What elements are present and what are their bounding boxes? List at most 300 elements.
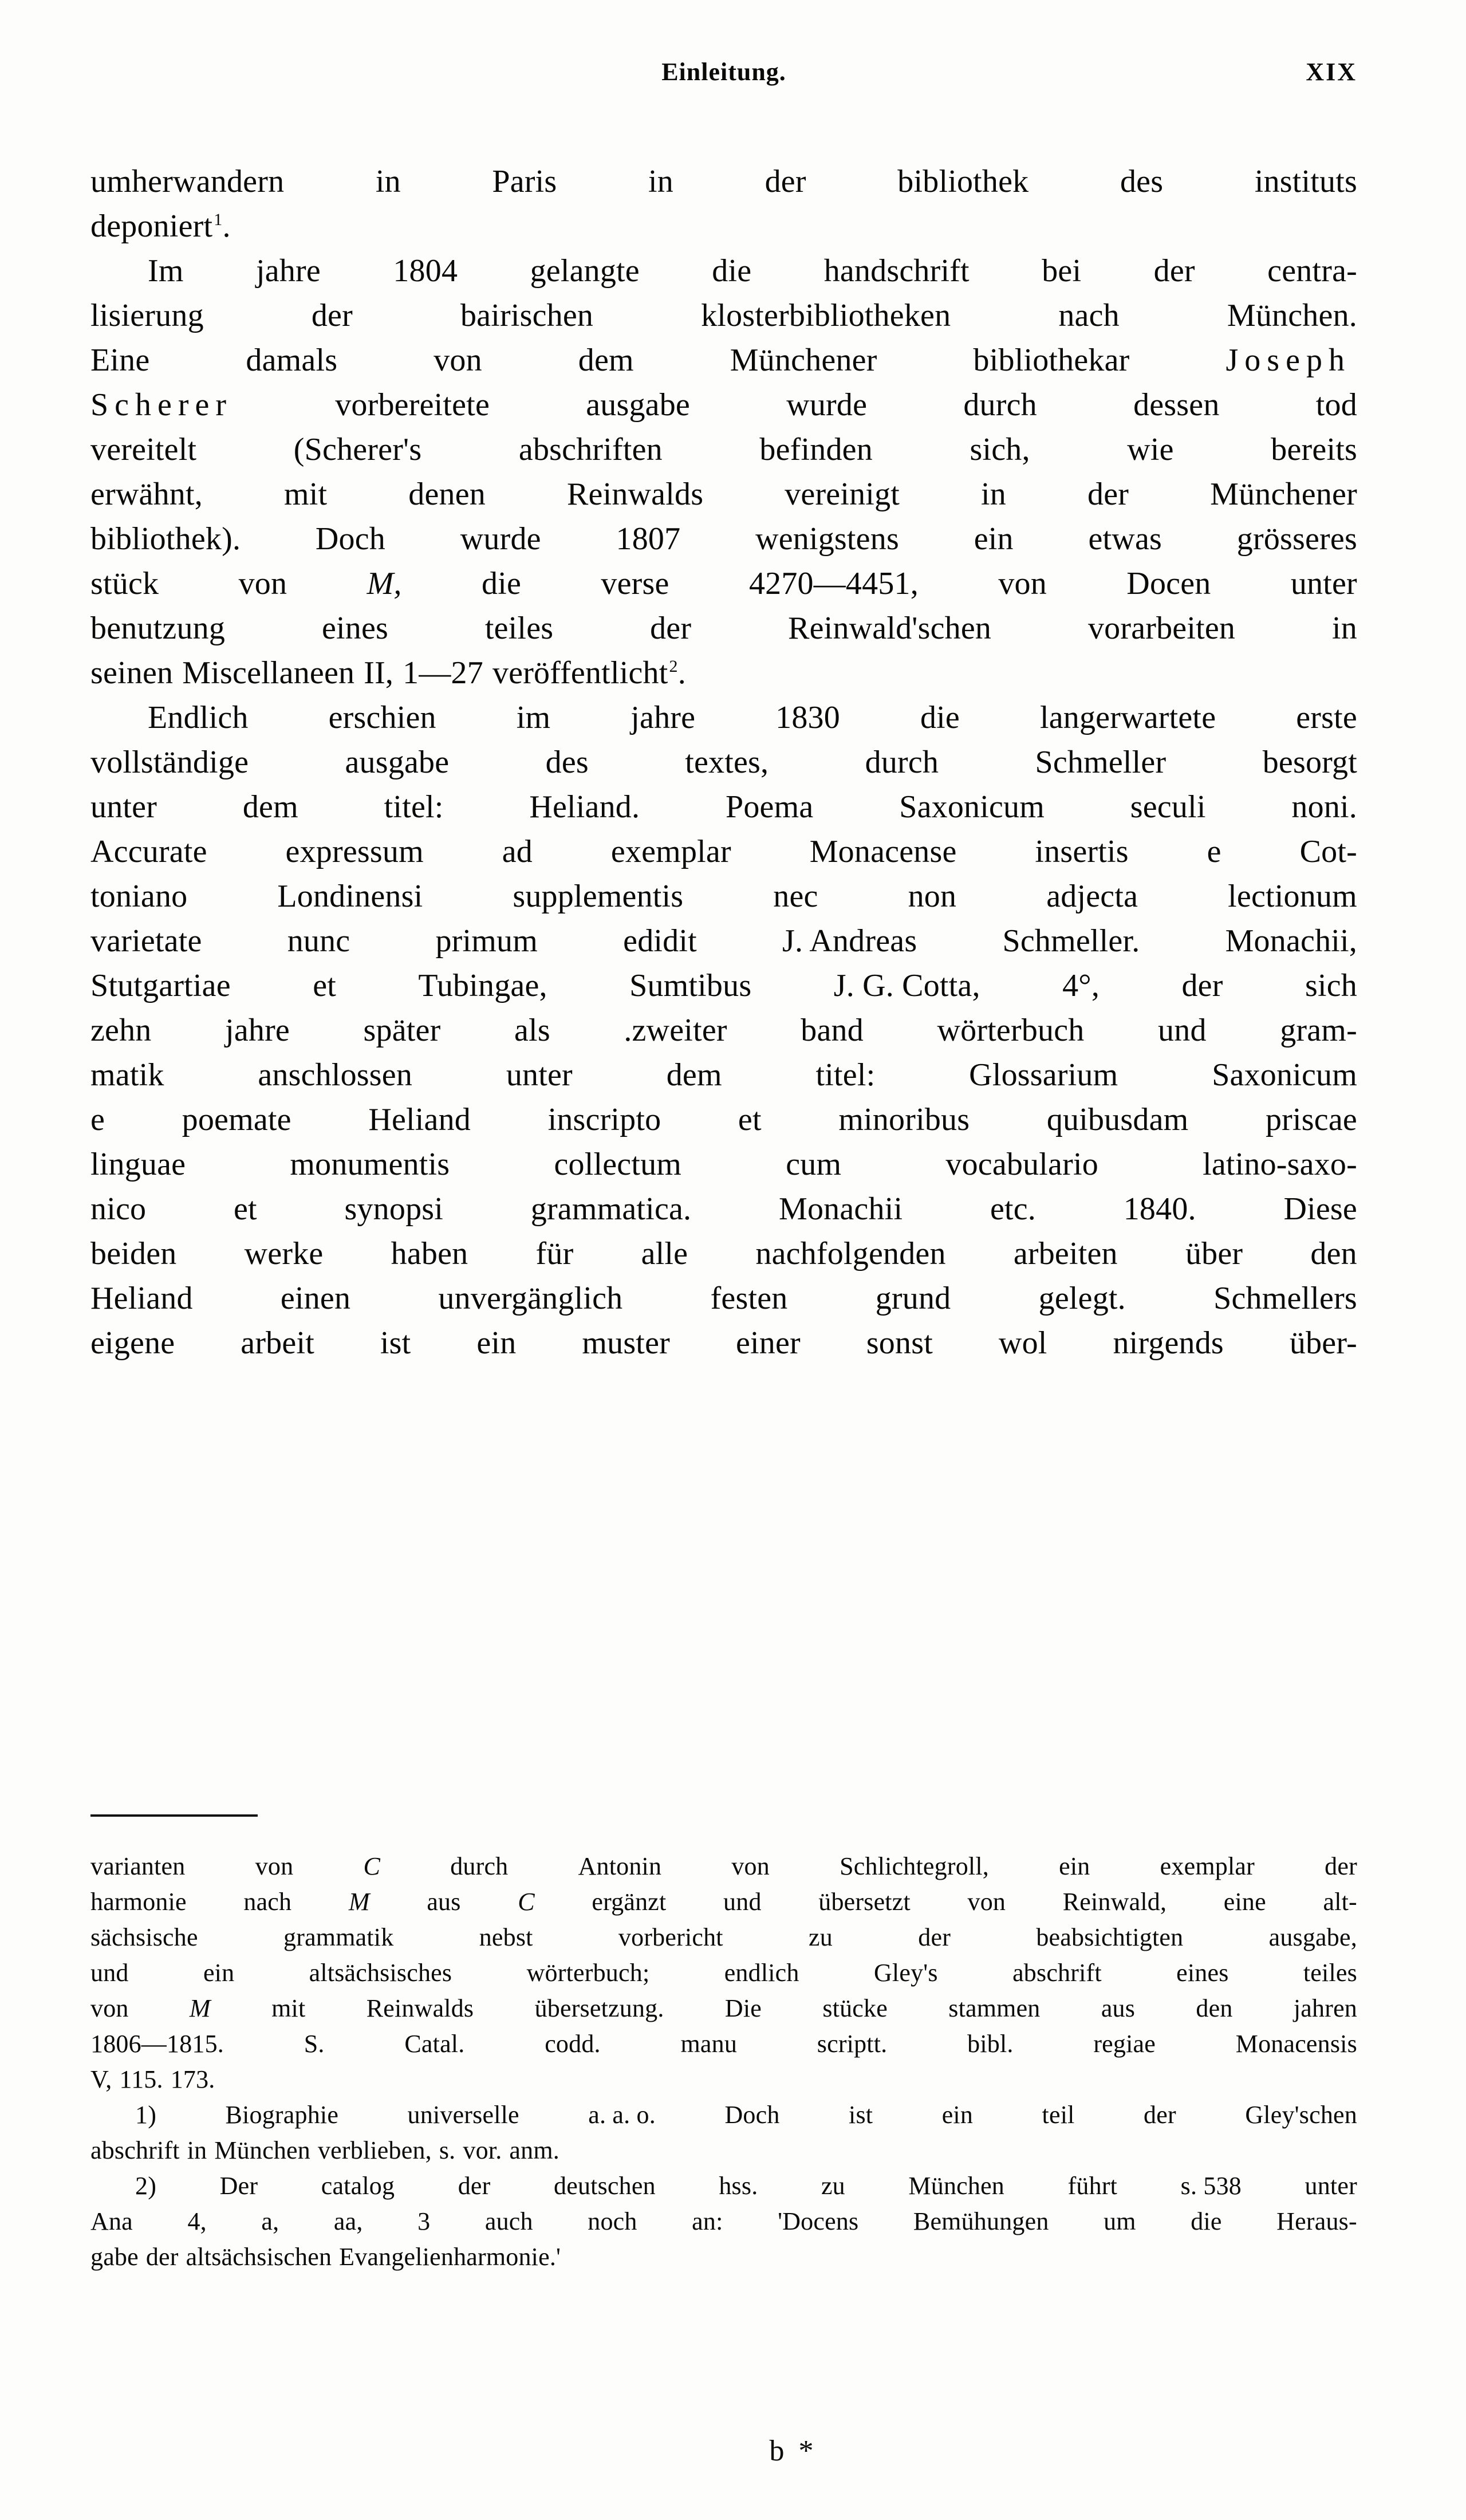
word: bereits: [1271, 432, 1357, 467]
word: latino-saxo-: [1203, 1147, 1357, 1182]
word: Reinwalds: [366, 1994, 474, 2022]
word: S.: [304, 2030, 325, 2058]
word: exemplar: [1160, 1852, 1255, 1880]
word: edidit: [623, 923, 697, 959]
word: Reinwald,: [1062, 1888, 1167, 1916]
footnote-reference[interactable]: 1: [214, 210, 223, 230]
word: unter: [1305, 2172, 1357, 2200]
word: und: [90, 1959, 129, 1987]
word: vocabulario: [945, 1147, 1098, 1182]
word: wie: [1127, 432, 1174, 467]
word: M: [189, 1994, 211, 2022]
word: Saxonicum: [899, 789, 1045, 825]
text-line: [90, 874, 1357, 919]
word: wörterbuch: [937, 1013, 1085, 1048]
word: in: [187, 2136, 207, 2164]
text-line: [90, 427, 1357, 472]
word: ein: [1059, 1852, 1090, 1880]
text-line: [90, 919, 1357, 963]
word: nachfolgenden: [755, 1236, 946, 1271]
text-line: [90, 1097, 1357, 1142]
word: von: [967, 1888, 1006, 1916]
word: s. 538: [1180, 2172, 1242, 2200]
word: anm.: [509, 2136, 559, 2164]
text-line: [90, 561, 1357, 606]
word: von: [731, 1852, 770, 1880]
word: V,: [90, 2065, 112, 2093]
word: veröffentlicht$^2$.: [492, 655, 686, 691]
word: vorarbeiten: [1087, 611, 1236, 646]
word: der: [764, 164, 806, 199]
word: ein: [203, 1959, 235, 1987]
word: noni.: [1291, 789, 1357, 825]
word: als: [514, 1013, 550, 1048]
word: altsächsisches: [309, 1959, 452, 1987]
word: matik: [90, 1057, 164, 1093]
word: noch: [588, 2207, 637, 2235]
word: sächsische: [90, 1923, 198, 1951]
word: Stutgartiae: [90, 968, 231, 1003]
word: zu: [821, 2172, 845, 2200]
word: bei: [1042, 253, 1082, 289]
word: Tubingae,: [418, 968, 547, 1003]
word: C: [518, 1888, 535, 1916]
running-head: [90, 57, 1357, 97]
word: der: [650, 611, 692, 646]
word: von: [90, 1994, 129, 2022]
word: gabe: [90, 2243, 139, 2271]
word: 4°,: [1062, 968, 1100, 1003]
word: der: [145, 2243, 179, 2271]
word: einer: [735, 1325, 801, 1361]
text-line: [90, 1276, 1357, 1321]
word: et: [233, 1191, 257, 1227]
word: gram-: [1280, 1013, 1357, 1048]
word: Accurate: [90, 834, 207, 869]
word: haben: [391, 1236, 468, 1271]
word: München.: [1227, 298, 1357, 333]
word: dem: [578, 342, 634, 378]
word: Heliand: [368, 1102, 471, 1137]
word: Catal.: [404, 2030, 465, 2058]
word: Doch: [315, 521, 386, 557]
word: textes,: [685, 745, 769, 780]
word: nebst: [479, 1923, 533, 1951]
word: unter: [506, 1057, 573, 1093]
text-line: [90, 2239, 1357, 2275]
word: Im: [148, 253, 184, 289]
word: umherwandern: [90, 164, 285, 199]
word: e: [1207, 834, 1221, 869]
word: linguae: [90, 1147, 186, 1182]
text-line: [90, 1849, 1357, 1884]
word: Londinensi: [277, 879, 423, 914]
footnote-separator-rule: [90, 1814, 258, 1817]
word: jahre: [256, 253, 321, 289]
page-folio: XIX: [1306, 58, 1357, 86]
word: regiae: [1093, 2030, 1156, 2058]
word: handschrift: [823, 253, 970, 289]
word: die: [1191, 2207, 1222, 2235]
word: centra-: [1267, 253, 1357, 289]
word: vereinigt: [785, 477, 900, 512]
word: durch: [865, 745, 939, 780]
word: Die: [724, 1994, 762, 2022]
word: et: [313, 968, 337, 1003]
word: seinen: [90, 655, 174, 691]
word: auch: [484, 2207, 533, 2235]
word: an:: [692, 2207, 723, 2235]
word: endlich: [724, 1959, 799, 1987]
text-line: [90, 740, 1357, 785]
word: ein: [941, 2101, 974, 2129]
word: München: [214, 2136, 310, 2164]
text-line: [90, 695, 1357, 740]
emphasized-word: Joseph: [1225, 342, 1351, 378]
word: den: [1310, 1236, 1357, 1271]
word: varianten: [90, 1852, 186, 1880]
text-line: [90, 1008, 1357, 1053]
word: nirgends: [1113, 1325, 1224, 1361]
word: bairischen: [460, 298, 594, 333]
word: hss.: [719, 2172, 758, 2200]
word: Münchener: [1210, 477, 1357, 512]
word: um: [1104, 2207, 1136, 2235]
word: Monacense: [809, 834, 957, 869]
word: Monacensis: [1235, 2030, 1357, 2058]
word: übersetzung.: [534, 1994, 664, 2022]
footnote-reference[interactable]: 2: [669, 657, 678, 676]
word: J. G. Cotta,: [833, 968, 980, 1003]
text-line: [90, 249, 1357, 293]
word: sich: [1305, 968, 1357, 1003]
word: die: [712, 253, 752, 289]
word: befinden: [759, 432, 873, 467]
text-line: [90, 1231, 1357, 1276]
word: synopsi: [344, 1191, 444, 1227]
word: Der: [219, 2172, 258, 2200]
word: 115.: [119, 2065, 163, 2093]
word: Heliand.: [529, 789, 640, 825]
word: deutschen: [554, 2172, 656, 2200]
word: später: [363, 1013, 441, 1048]
word: abschrift: [1012, 1959, 1102, 1987]
text-line: [90, 2062, 1357, 2097]
word: 2): [135, 2172, 157, 2200]
word: codd.: [545, 2030, 601, 2058]
word: exemplar: [610, 834, 731, 869]
word: primum: [435, 923, 538, 959]
word: der: [1087, 477, 1129, 512]
word: arbeit: [241, 1325, 314, 1361]
word: wörterbuch;: [526, 1959, 650, 1987]
word: zu: [809, 1923, 833, 1951]
word: aus: [427, 1888, 461, 1916]
text-line: [90, 1053, 1357, 1097]
word: aus: [1101, 1994, 1136, 2022]
word: arbeiten: [1013, 1236, 1118, 1271]
word: manu: [680, 2030, 738, 2058]
text-line: [90, 517, 1357, 561]
word: der: [1144, 2101, 1176, 2129]
word: eines: [1176, 1959, 1229, 1987]
word: stücke: [822, 1994, 888, 2022]
word: teil: [1042, 2101, 1075, 2129]
word: collectum: [554, 1147, 682, 1182]
word: vorbericht: [618, 1923, 723, 1951]
word: Evangelienharmonie.': [339, 2243, 561, 2271]
text-line: [90, 1321, 1357, 1365]
word: Paris: [492, 164, 557, 199]
word: bibl.: [967, 2030, 1014, 2058]
word: adjecta: [1046, 879, 1138, 914]
word: von: [998, 566, 1047, 601]
word: Ana: [90, 2207, 133, 2235]
word: eigene: [90, 1325, 175, 1361]
word: 1807: [616, 521, 681, 557]
text-line: [90, 606, 1357, 651]
word: beabsichtigten: [1036, 1923, 1184, 1951]
word: grammatik: [283, 1923, 394, 1951]
word: verse: [601, 566, 669, 601]
word: sonst: [866, 1325, 933, 1361]
word: inscripto: [547, 1102, 661, 1137]
word: ausgabe,: [1268, 1923, 1357, 1951]
word: einen: [280, 1281, 351, 1316]
word: der: [1153, 253, 1195, 289]
word: quibusdam: [1046, 1102, 1189, 1137]
word: Endlich: [148, 700, 249, 735]
word: denen: [408, 477, 486, 512]
text-line: [90, 472, 1357, 517]
word: von: [434, 342, 482, 378]
word: Gley'schen: [1245, 2101, 1357, 2129]
word: Schlichtegroll,: [840, 1852, 989, 1880]
word: varietate: [90, 923, 202, 959]
word: langerwartete: [1039, 700, 1216, 735]
word: muster: [582, 1325, 670, 1361]
word: gelegt.: [1038, 1281, 1126, 1316]
word: monumentis: [290, 1147, 450, 1182]
word: festen: [710, 1281, 788, 1316]
word: Antonin: [578, 1852, 662, 1880]
word: teiles: [1303, 1959, 1357, 1987]
word: nec: [773, 879, 818, 914]
word: nach: [1058, 298, 1120, 333]
word: alle: [641, 1236, 688, 1271]
word: 3: [417, 2207, 431, 2235]
text-line: [90, 2168, 1357, 2204]
text-line: [90, 1884, 1357, 1920]
word: stammen: [948, 1994, 1041, 2022]
word: Eine: [90, 342, 150, 378]
word: stück: [90, 566, 159, 601]
word: für: [535, 1236, 574, 1271]
word: poemate: [182, 1102, 291, 1137]
word: des: [545, 745, 589, 780]
text-line: [90, 651, 1357, 695]
text-line: [90, 1955, 1357, 1991]
word: und: [723, 1888, 762, 1916]
word: Reinwalds: [566, 477, 704, 512]
text-line: [90, 2204, 1357, 2239]
word: Miscellaneen: [182, 655, 355, 691]
text-line: [90, 293, 1357, 338]
word: in: [1332, 611, 1357, 646]
word: universelle: [407, 2101, 519, 2129]
text-line: [90, 1920, 1357, 1955]
word: wenigstens: [755, 521, 899, 557]
word: der: [1325, 1852, 1357, 1880]
word: damals: [246, 342, 338, 378]
word: titel:: [384, 789, 444, 825]
word: 4,: [187, 2207, 207, 2235]
word: 173.: [170, 2065, 215, 2093]
word: Monachii: [778, 1191, 903, 1227]
word: eines: [321, 611, 388, 646]
word: im: [516, 700, 551, 735]
word: zehn: [90, 1013, 152, 1048]
word: insertis: [1035, 834, 1129, 869]
word: Heraus-: [1276, 2207, 1357, 2235]
word: supplementis: [513, 879, 684, 914]
word: nach: [243, 1888, 292, 1916]
word: werke: [244, 1236, 324, 1271]
word: ist: [849, 2101, 873, 2129]
text-line: [90, 2026, 1357, 2062]
word: ein: [974, 521, 1014, 557]
word: die: [920, 700, 960, 735]
word: seculi: [1130, 789, 1206, 825]
word: (Scherer's: [293, 432, 422, 467]
word: Münchener: [730, 342, 877, 378]
word: jahren: [1293, 1994, 1357, 2022]
emphasized-word: Scherer: [90, 387, 233, 423]
word: verblieben,: [317, 2136, 432, 2164]
word: vollständige: [90, 745, 249, 780]
word: bibliothek).: [90, 521, 241, 557]
word: harmonie: [90, 1888, 187, 1916]
word: erste: [1296, 700, 1357, 735]
word: der: [458, 2172, 491, 2200]
word: Reinwald'schen: [788, 611, 992, 646]
text-line: [90, 1142, 1357, 1187]
text-line: [90, 1991, 1357, 2026]
word: a,: [261, 2207, 279, 2235]
word: führt: [1067, 2172, 1118, 2200]
text-line: [90, 1187, 1357, 1231]
word: dem: [666, 1057, 722, 1093]
word: 4270—4451,: [748, 566, 919, 601]
word: toniano: [90, 879, 188, 914]
word: übersetzt: [818, 1888, 911, 1916]
word: Sumtibus: [629, 968, 752, 1003]
word: tod: [1315, 387, 1357, 423]
word: ausgabe: [345, 745, 450, 780]
text-line: [90, 2097, 1357, 2133]
word: dem: [242, 789, 298, 825]
word: in: [375, 164, 401, 199]
text-line: [90, 2133, 1357, 2168]
word: 1—27: [403, 655, 483, 691]
word: alt-: [1323, 1888, 1357, 1916]
word: C: [363, 1852, 381, 1880]
word: abschrift: [90, 2136, 180, 2164]
word: 1830: [775, 700, 840, 735]
word: 'Docens: [778, 2207, 859, 2235]
word: teiles: [484, 611, 554, 646]
text-line: [90, 383, 1357, 427]
word: scriptt.: [817, 2030, 888, 2058]
word: grammatica.: [530, 1191, 692, 1227]
word: wurde: [786, 387, 868, 423]
word: anschlossen: [258, 1057, 413, 1093]
word: benutzung: [90, 611, 226, 646]
word: Schmeller: [1035, 745, 1167, 780]
word: den: [1196, 1994, 1233, 2022]
word: cum: [786, 1147, 842, 1182]
word: Biographie: [225, 2101, 339, 2129]
word: lectionum: [1228, 879, 1357, 914]
word: catalog: [321, 2172, 395, 2200]
word: ist: [380, 1325, 411, 1361]
word: nunc: [287, 923, 350, 959]
word: wurde: [460, 521, 541, 557]
word: Gley's: [873, 1959, 938, 1987]
word: titel:: [815, 1057, 876, 1093]
word: Diese: [1283, 1191, 1357, 1227]
word: grund: [875, 1281, 951, 1316]
word: .zweiter: [624, 1013, 727, 1048]
word: und: [1158, 1013, 1207, 1048]
word: dessen: [1133, 387, 1220, 423]
word: Docen: [1126, 566, 1211, 601]
word: 1804: [393, 253, 458, 289]
word: von: [255, 1852, 294, 1880]
body-text: [90, 159, 1357, 1365]
word: lisierung: [90, 298, 204, 333]
footnote-text: [90, 1849, 1357, 2275]
word: der: [311, 298, 353, 333]
word: M: [348, 1888, 370, 1916]
word: mit: [283, 477, 328, 512]
word: altsächsischen: [186, 2243, 332, 2271]
word: unter: [90, 789, 157, 825]
text-line: [90, 829, 1357, 874]
word: s.: [439, 2136, 456, 2164]
word: minoribus: [838, 1102, 970, 1137]
word: Schmeller.: [1002, 923, 1140, 959]
word: 1806—1815.: [90, 2030, 224, 2058]
word: erschien: [328, 700, 436, 735]
word: expressum: [285, 834, 424, 869]
word: jahre: [630, 700, 696, 735]
word: abschriften: [518, 432, 663, 467]
word: über-: [1289, 1325, 1357, 1361]
word: a. a. o.: [588, 2101, 656, 2129]
word: Glossarium: [969, 1057, 1118, 1093]
word: erwähnt,: [90, 477, 203, 512]
word: unter: [1290, 566, 1357, 601]
word: in: [981, 477, 1006, 512]
text-line: [90, 159, 1357, 204]
word: durch: [963, 387, 1037, 423]
word: Bemühungen: [913, 2207, 1049, 2235]
word: Cot-: [1299, 834, 1357, 869]
word: Poema: [726, 789, 814, 825]
word: ad: [502, 834, 533, 869]
text-line: [90, 785, 1357, 829]
